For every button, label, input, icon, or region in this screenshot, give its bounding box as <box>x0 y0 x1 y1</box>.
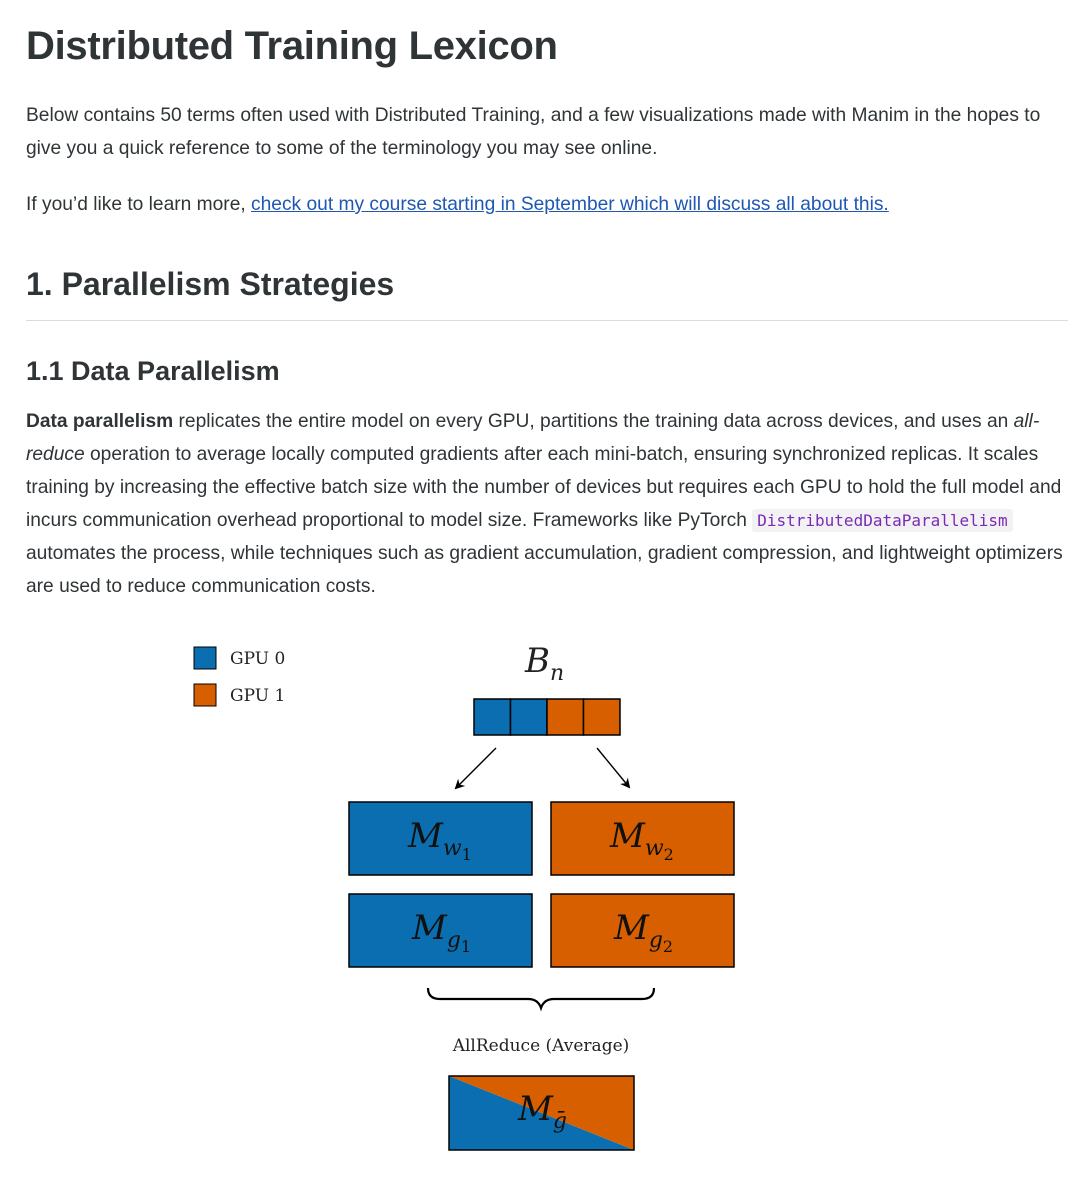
page-title: Distributed Training Lexicon <box>26 24 558 68</box>
body-text-1: replicates the entire model on every GPU, partitions the training data across devices, and uses an <box>173 411 1014 432</box>
batch-cells <box>474 699 620 735</box>
allreduce-brace <box>428 988 654 1008</box>
batch-cell <box>584 699 621 735</box>
subsection-heading: 1.1 Data Parallelism <box>26 356 280 386</box>
gradient-box-gpu1 <box>551 894 734 967</box>
course-prefix: If you’d like to learn more, <box>26 194 252 215</box>
batch-cell <box>547 699 584 735</box>
legend-swatch-gpu1 <box>194 684 216 706</box>
averaged-gradient-label: $M_ḡ$ <box>518 1089 567 1134</box>
gradient-box-gpu0 <box>349 894 532 967</box>
weight-box-gpu1 <box>551 802 734 875</box>
body-text-3: automates the process, while techniques such as gradient accumulation, gradient compression, and lightweight optimizers are used to reduce communication costs. <box>26 543 1063 597</box>
batch-cell <box>511 699 548 735</box>
gradient-label-1: $M_g1$ <box>412 908 472 956</box>
weight-label-2: $M_w2$ <box>610 816 674 864</box>
batch-cell <box>474 699 511 735</box>
term-bold: Data parallelism <box>26 411 174 432</box>
allreduce-label: AllReduce (Average) <box>452 1036 630 1056</box>
body-text-2: operation to average locally computed gradients after each mini-batch, ensuring synchronized replicas. It scales training by increasing the effective batch size with the number of devices but requires each GPU to hold the full model and incurs communication overhead proportional to model size. Frameworks like PyTorch <box>26 444 1062 531</box>
gradient-label-2: $M_g2$ <box>614 908 674 956</box>
legend-label-gpu1: GPU 1 <box>230 686 286 706</box>
weight-label-1: $M_w1$ <box>408 816 472 864</box>
code-term: DistributedDataParallelism <box>752 509 1012 532</box>
term-italic: all-reduce <box>26 411 1040 465</box>
course-link[interactable]: check out my course starting in September which will discuss all about this. <box>251 194 889 215</box>
averaged-gradient-box <box>449 1076 634 1150</box>
weight-box-gpu0 <box>349 802 532 875</box>
batch-label: $B_n$ <box>525 641 565 686</box>
section-heading: 1. Parallelism Strategies <box>26 266 395 302</box>
legend <box>194 647 285 706</box>
arrow-left <box>456 748 496 788</box>
intro-paragraph: Below contains 50 terms often used with Distributed Training, and a few visualizations made with Manim in the hopes to give you a quick reference to some of the terminology you may see online. <box>26 105 1041 159</box>
legend-label-gpu0: GPU 0 <box>230 649 286 669</box>
arrow-right <box>597 748 629 787</box>
legend-swatch-gpu0 <box>194 647 216 669</box>
